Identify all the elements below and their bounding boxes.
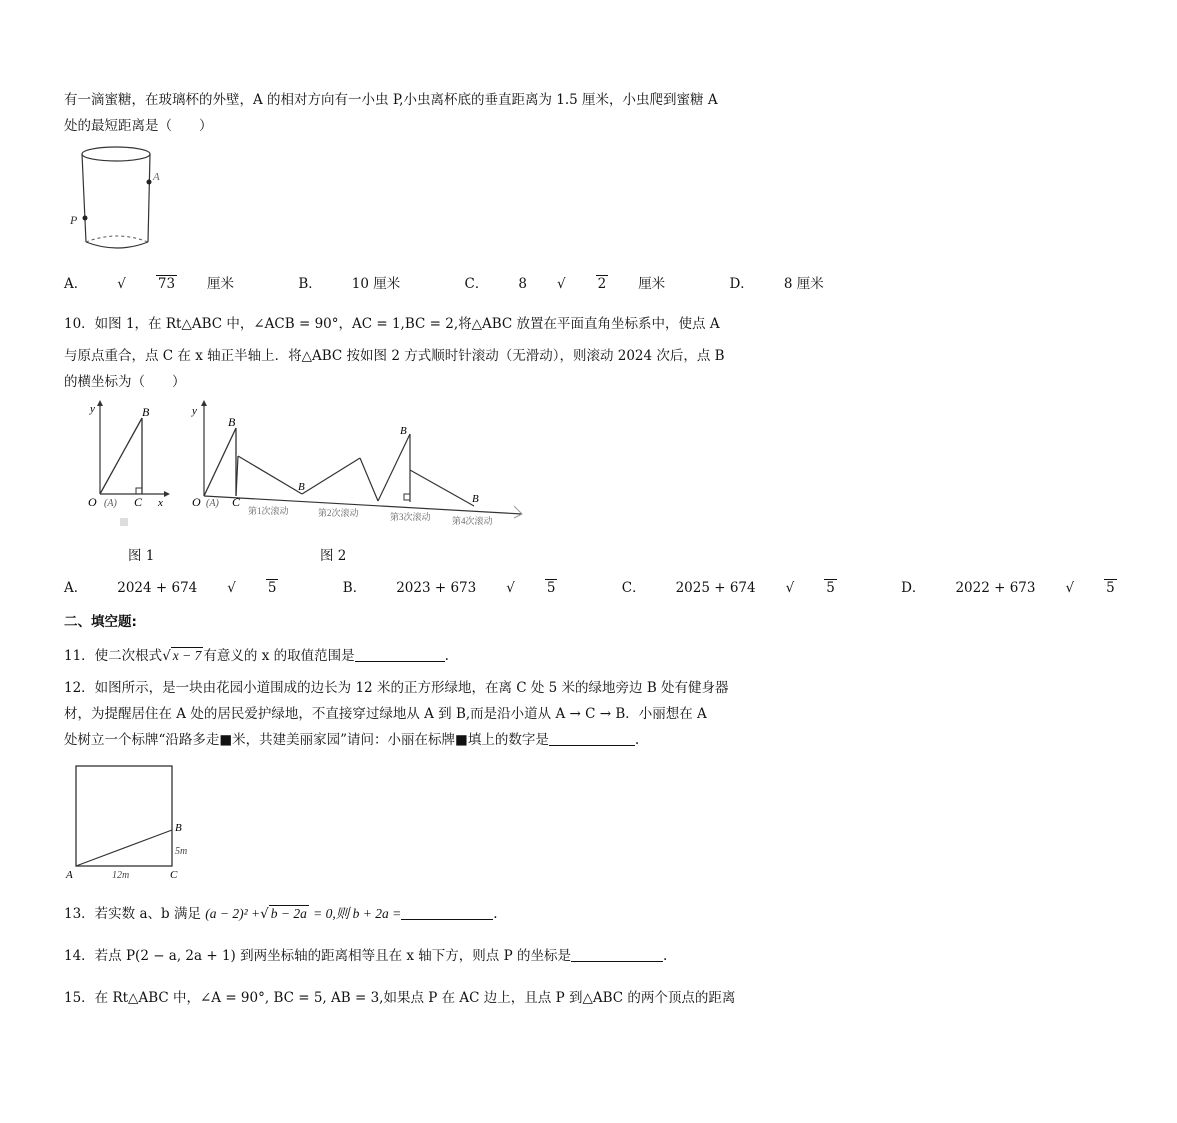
fig2-label-B-start: B (228, 415, 236, 429)
cup-label-P: P (70, 213, 78, 227)
q14-text: 14．若点 P(2 − a, 2a + 1) 到两坐标轴的距离相等且在 x 轴下方，则点 P 的坐标是 . (64, 948, 668, 964)
fig1-caption: 图 1 (128, 548, 155, 564)
fig2-roll-4: 第4次滚动 (452, 516, 493, 526)
q10-option-b[interactable]: B． 2023 + 673 √ 5 (342, 580, 556, 596)
q10-text-line2: 与原点重合，点 C 在 x 轴正半轴上．将△ABC 按如图 2 方式顺时针滚动（无滑动），则滚动 2024 次后，点 B (64, 348, 725, 364)
q10-option-a[interactable]: A． 2024 + 674 √ 5 (64, 580, 277, 596)
fig1-label-C: C (134, 495, 143, 509)
q15-text-line1: 15．在 Rt△ABC 中，∠A = 90°, BC = 5, AB = 3,如果点 P 在 AC 边上，且点 P 到△ABC 的两个顶点的距离 (64, 990, 736, 1006)
q12-text-line3: 处树立一个标牌“沿路多走■米，共建美丽家园”请问：小丽在标牌■填上的数字是 . (64, 732, 640, 748)
q10-options (64, 578, 1177, 598)
fig2-label-A: (A) (206, 498, 219, 509)
section-title: 二、填空题: (64, 614, 137, 630)
q9-options (64, 274, 884, 294)
square-label-A: A (66, 869, 73, 881)
square-label-12m: 12m (112, 870, 130, 881)
fig2-label-B-roll2: B (298, 481, 305, 493)
fig1-label-x: x (158, 497, 163, 509)
figure-1 (84, 398, 170, 534)
cup-figure (66, 142, 162, 254)
figure-2 (184, 398, 530, 538)
q13-answer-blank[interactable] (401, 905, 493, 920)
fig2-roll-1: 第1次滚动 (248, 506, 289, 516)
q12-text-line1: 12．如图所示，是一块由花园小道围成的边长为 12 米的正方形绿地，在离 C 处 5 米的绿地旁边 B 处有健身器 (64, 680, 729, 696)
q9-text-line2: 处的最短距离是（ ） (64, 118, 213, 134)
square-label-5m: 5m (175, 846, 188, 857)
q10-option-d[interactable]: D． 2022 + 673 √ 5 (901, 580, 1115, 596)
q9-option-b[interactable]: B． 10 厘米 (298, 276, 401, 292)
fig2-roll-2: 第2次滚动 (318, 508, 359, 518)
q10-text-line1: 10．如图 1，在 Rt△ABC 中，∠ACB = 90°，AC = 1,BC = 2,将△ABC 放置在平面直角坐标系中，使点 A (64, 316, 720, 332)
fig2-roll-3: 第3次滚动 (390, 512, 431, 522)
fig2-label-B-roll3: B (400, 425, 407, 437)
fig2-label-O: O (192, 495, 201, 509)
q12-answer-blank[interactable] (549, 731, 635, 746)
fig1-label-y: y (90, 403, 95, 415)
q9-option-a[interactable]: A． √ 73 厘米 (64, 276, 235, 292)
fig2-caption: 图 2 (320, 548, 347, 564)
fig1-label-A: (A) (104, 498, 117, 509)
fig1-label-B: B (142, 405, 150, 419)
q9-option-c[interactable]: C． 8 √ 2 厘米 (464, 276, 666, 292)
fig1-label-O: O (88, 495, 97, 509)
q13-text: 13．若实数 a、b 满足 (a − 2)² +√ b − 2a = 0,则 b + 2a = . (64, 906, 498, 922)
cup-label-A: A (153, 171, 160, 183)
fig2-label-B-roll4: B (472, 493, 479, 505)
q11-text: 11．使二次根式√ x − 7 有意义的 x 的取值范围是 . (64, 648, 449, 664)
square-label-B: B (175, 822, 182, 834)
fig2-label-C: C (232, 495, 241, 509)
q10-option-c[interactable]: C． 2025 + 674 √ 5 (621, 580, 835, 596)
q9-option-d[interactable]: D． 8 厘米 (729, 276, 824, 292)
fig2-label-y: y (192, 405, 197, 417)
q10-text-line3: 的横坐标为（ ） (64, 374, 186, 390)
square-garden-figure (64, 760, 194, 884)
q14-answer-blank[interactable] (571, 947, 663, 962)
square-label-C: C (170, 869, 178, 881)
q11-answer-blank[interactable] (355, 647, 445, 662)
q12-text-line2: 材，为提醒居住在 A 处的居民爱护绿地，不直接穿过绿地从 A 到 B,而是沿小道从 A → C → B．小丽想在 A (64, 706, 707, 722)
q9-text-line1: 有一滴蜜糖，在玻璃杯的外壁，A 的相对方向有一小虫 P,小虫离杯底的垂直距离为 1.5 厘米，小虫爬到蜜糖 A (64, 92, 718, 108)
